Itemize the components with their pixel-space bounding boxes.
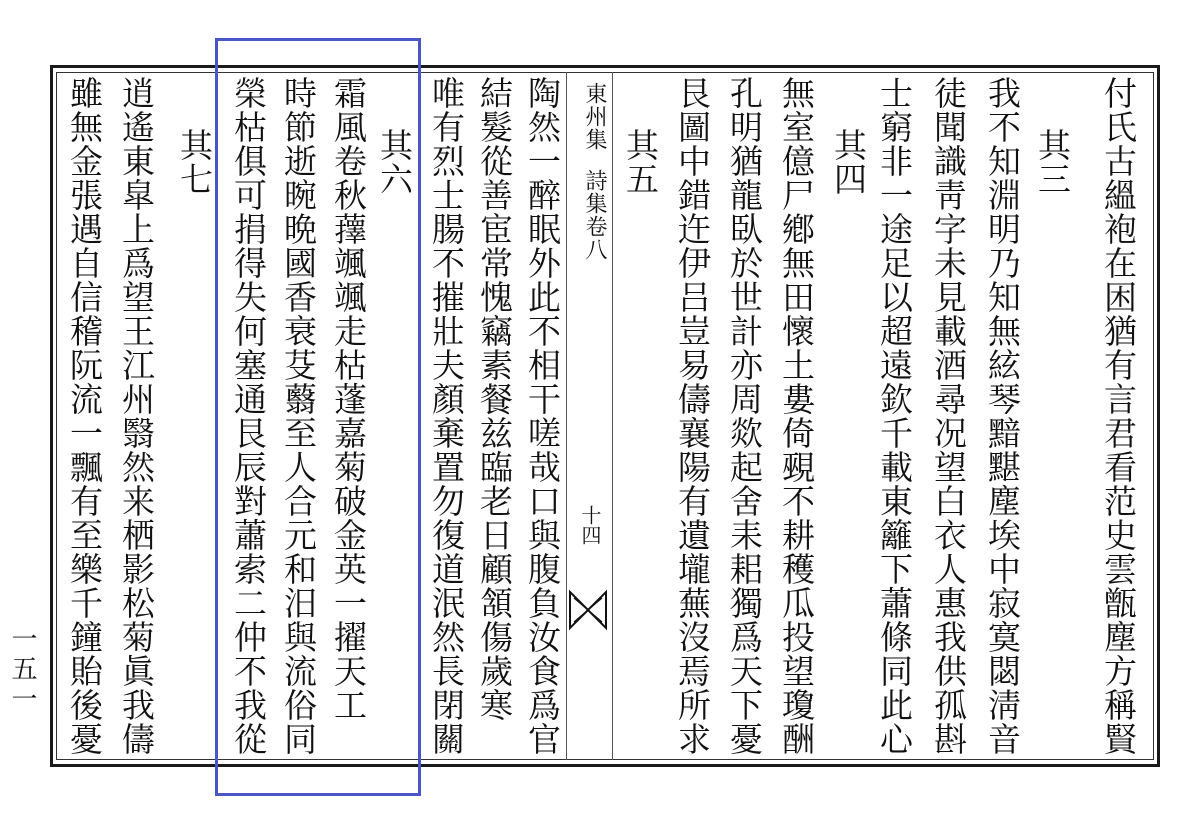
volume-label: 詩集卷八 [582, 169, 607, 261]
fold-title [570, 82, 614, 766]
highlight-box [215, 38, 421, 796]
poem-heading: 其七 [175, 128, 214, 196]
fish-tail-mark [568, 588, 608, 632]
text-column: 時節逝晼晩國香衰芟蘙至人合元和汨與流俗同 [279, 76, 318, 756]
page-number: 一五一 [7, 625, 37, 715]
text-column: 雖無金張遇自信稽阮流一飄有至樂千鐘貽後憂 [65, 76, 104, 756]
text-column: 徒聞識靑字未見載酒尋况望白衣人惠我供孤斟 [929, 76, 968, 756]
text-column: 逍遙東皐上爲望王江州翳然来栖影松菊眞我儔 [117, 76, 156, 756]
text-column: 艮圖中錯迕伊吕豈易儔襄陽有遺壠蕪沒焉所求 [673, 76, 712, 756]
text-column: 無室億尸鄕無田懷土婁倚覡不耕穫瓜投望瓊酬 [777, 76, 816, 756]
text-column: 士窮非一途足以超遠欽千載東籬下蕭條同此心 [875, 76, 914, 756]
book-title: 東州集 [582, 82, 607, 151]
text-column: 我不知淵明乃知無絃琴黯黮塵埃中寂寞閟淸音 [983, 76, 1022, 756]
text-column: 唯有烈士腸不摧壯夫顏棄置勿復道泯然長閉關 [427, 76, 466, 756]
text-column: 結髮從善宦常愧竊素餐兹臨老日顧頷傷歲寒 [475, 76, 514, 722]
poem-heading: 其六 [375, 128, 414, 196]
text-column: 榮枯俱可捐得失何塞通艮辰對蕭索二仲不我從 [229, 76, 268, 756]
text-column: 霜風卷秋蘀颯颯走枯蓬嘉菊破金英一擢天工 [329, 76, 368, 722]
fold-divider [566, 72, 567, 760]
text-column: 陶然一醉眠外此不相干嗟哉口與腹負汝食爲官 [523, 76, 562, 756]
poem-heading: 其五 [621, 128, 660, 196]
text-column: 孔明猶龍臥於世計亦周欻起舍耒耜獨爲天下憂 [725, 76, 764, 756]
poem-heading: 其四 [829, 128, 868, 196]
text-column: 付氏古縕袍在困猶有言君看范史雲甑塵方稱賢 [1099, 76, 1138, 756]
poem-heading: 其三 [1033, 128, 1072, 196]
leaf-number: 十四 [578, 505, 602, 545]
